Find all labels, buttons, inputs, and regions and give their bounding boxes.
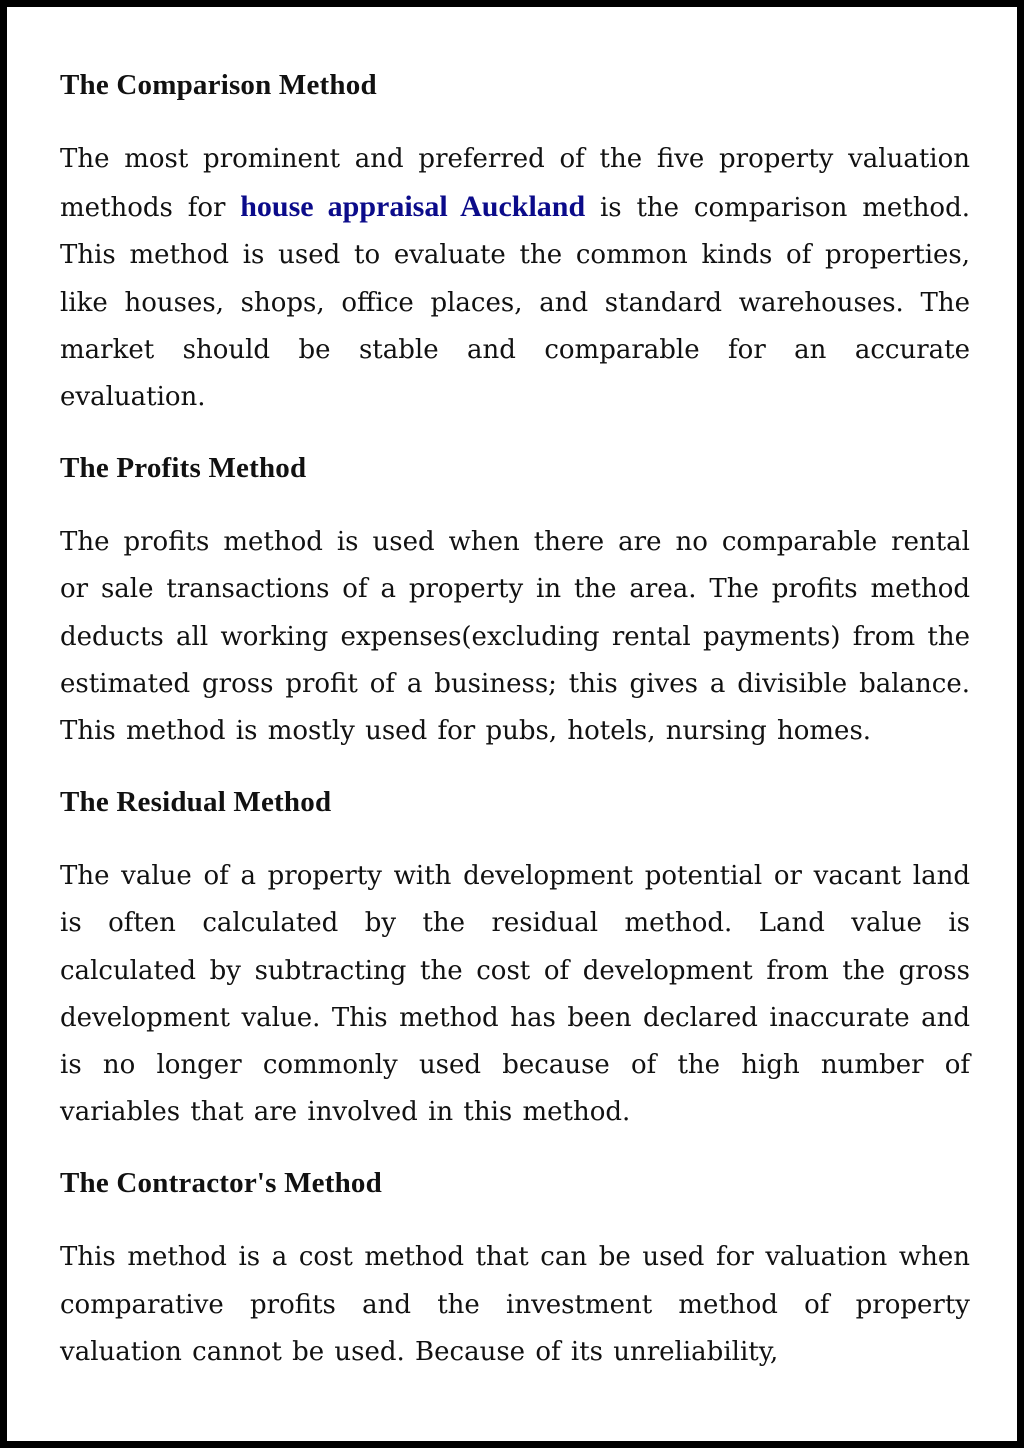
section-heading-comparison: The Comparison Method (60, 69, 377, 101)
house-appraisal-auckland-link[interactable]: house appraisal Auckland (240, 190, 586, 224)
document-content (60, 62, 970, 1376)
section-heading-profits: The Profits Method (60, 452, 307, 485)
section-paragraph-residual: The value of a property with development potential or vacant land is often calculated by the residual method. Land value is calculated by subtracting the cost of development from the gross development value. This method has been declared inaccurate and is no longer commonly used because of the high number of variables that are involved in this method. (60, 861, 970, 1128)
paragraph-text-before-link: The most prominent and preferred of the five property valuation methods for (60, 144, 970, 224)
paragraph-text-after-link: is the comparison method. This method is used to evaluate the common kinds of properties, like houses, shops, office places, and standard warehouses. The market should be stable and comparable for an accurate evaluation. (60, 193, 970, 413)
section-paragraph-comparison (60, 136, 970, 421)
section-heading-residual: The Residual Method (60, 786, 332, 819)
section-paragraph-contractors: This method is a cost method that can be used for valuation when comparative profits and the investment method of property valuation cannot be used. Because of its unreliability, (60, 1242, 970, 1367)
section-heading-contractors: The Contractor's Method (60, 1167, 382, 1200)
section-paragraph-profits: The profits method is used when there are no comparable rental or sale transactions of a property in the area. The profits method deducts all working expenses(excluding rental payments) from the estimated gross profit of a business; this gives a divisible balance. This method is mostly used for pubs, hotels, nursing homes. (60, 527, 970, 747)
